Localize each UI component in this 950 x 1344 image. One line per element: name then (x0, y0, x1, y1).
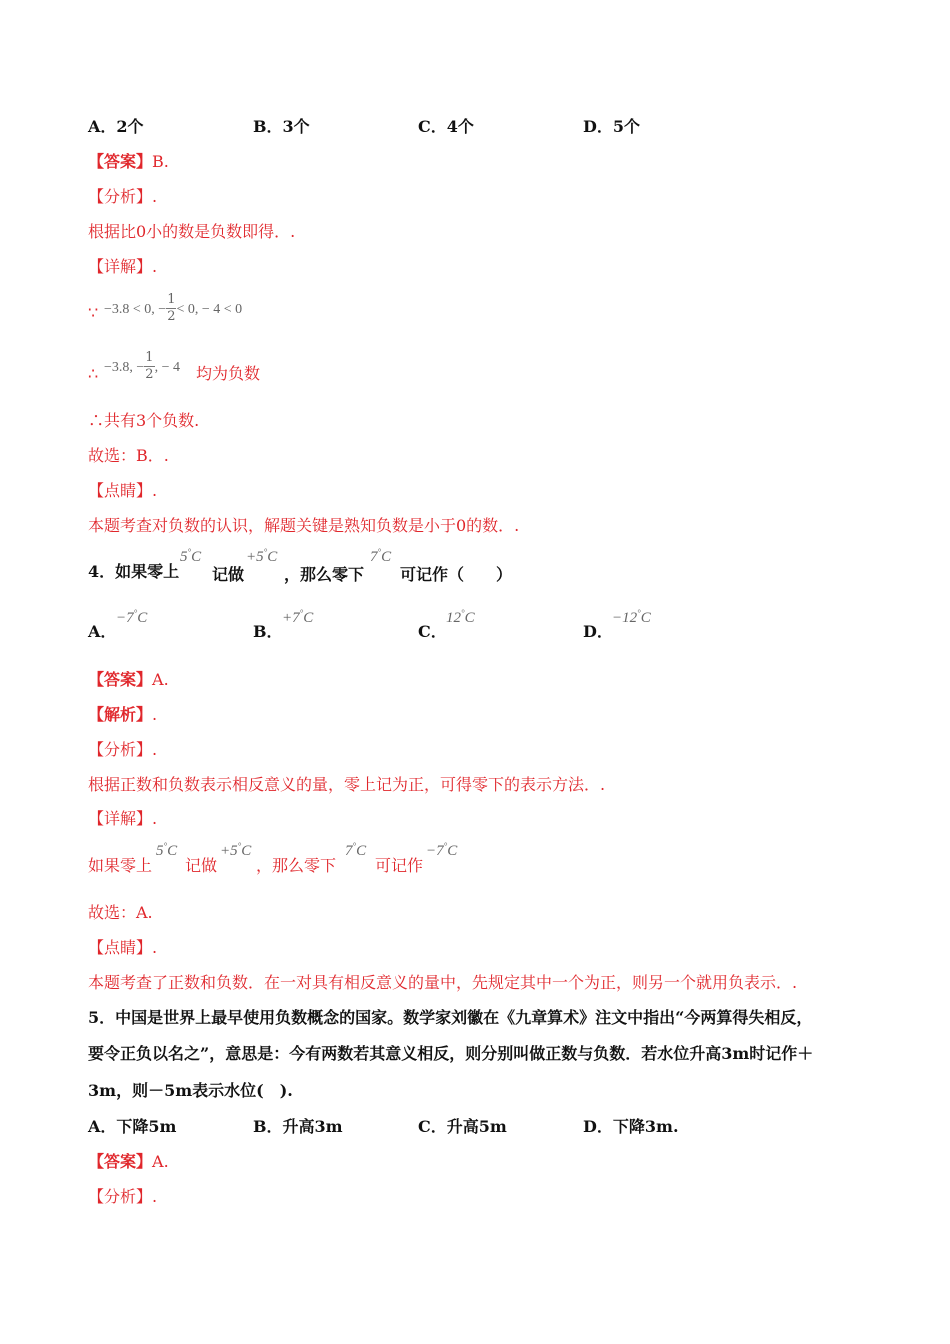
q4-detail-suffix: 可记作 (375, 856, 424, 875)
q4-detail-temp-5: 5°C (156, 841, 178, 859)
q4-comment-text: 本题考查了正数和负数．在一对具有相反意义的量中，先规定其中一个为正，则另一个就用负表示．. (88, 973, 798, 992)
q3-option-c: C．4个 (418, 117, 474, 136)
q4-option-d-math: −12°C (612, 608, 651, 626)
q3-option-d: D．5个 (583, 117, 641, 136)
q4-option-b: B． (253, 622, 283, 641)
q4-option-a-math: −7°C (116, 608, 148, 626)
because-symbol: ∵ (88, 303, 99, 322)
q4-solution-tag: 【解析】. (88, 705, 158, 724)
therefore-math: −3.8, − $\frac{1}{2}$ , − 4 (104, 350, 180, 382)
q3-comment-tag: 【点睛】. (88, 481, 158, 500)
q4-detail-prefix: 如果零上 (88, 856, 153, 875)
q4-detail-mid1: 记做 (185, 856, 218, 875)
q4-option-c-math: 12°C (446, 608, 475, 626)
q5-stem-line2: 要令正负以名之”，意思是：今有两数若其意义相反，则分别叫做正数与负数．若水位升高3m时记作＋ (88, 1044, 814, 1063)
q4-stem-suffix: 可记作（ ） (400, 565, 513, 584)
q3-option-a: A．2个 (88, 117, 144, 136)
q4-detail-result: −7°C (426, 841, 458, 859)
q3-analysis-tag: 【分析】. (88, 187, 158, 206)
q5-option-d: D．下降3m. (583, 1117, 679, 1136)
q3-comment-text: 本题考查对负数的认识，解题关键是熟知负数是小于0的数．. (88, 516, 520, 535)
q3-detail-tag: 【详解】. (88, 257, 158, 276)
q5-option-a: A．下降5m (88, 1117, 177, 1136)
because-math: −3.8 < 0, − $\frac{1}{2}$ < 0, − 4 < 0 (104, 292, 243, 324)
q5-answer: 【答案】A. (88, 1152, 169, 1171)
q5-option-b: B．升高3m (253, 1117, 343, 1136)
q4-detail-tag: 【详解】. (88, 809, 158, 828)
q4-option-a: A． (88, 622, 117, 641)
q4-detail-mid2: ，那么零下 (256, 856, 337, 875)
q3-option-b: B．3个 (253, 117, 310, 136)
q4-detail-temp-plus5: +5°C (220, 841, 252, 859)
q4-option-d: D． (583, 622, 613, 641)
q4-comment-tag: 【点睛】. (88, 938, 158, 957)
q4-stem-temp-7: 7°C (370, 547, 392, 565)
therefore-text: 均为负数 (196, 364, 261, 383)
q4-option-b-math: +7°C (282, 608, 314, 626)
q3-analysis-text: 根据比0小的数是负数即得．. (88, 222, 296, 241)
q4-stem-temp-plus5: +5°C (246, 547, 278, 565)
q5-analysis: 【分析】. (88, 1187, 158, 1206)
q4-choice-text: 故选：A. (88, 903, 153, 922)
q3-count-text: ∴共有3个负数. (88, 411, 200, 430)
q5-option-c: C．升高5m (418, 1117, 507, 1136)
q4-stem-temp-5: 5°C (180, 547, 202, 565)
q4-analysis-tag: 【分析】. (88, 740, 158, 759)
q5-stem-line3: 3m，则－5m表示水位( ). (88, 1081, 293, 1100)
q4-detail-temp-7: 7°C (345, 841, 367, 859)
therefore-symbol: ∴ (88, 364, 99, 383)
q3-answer: 【答案】B. (88, 152, 169, 171)
q3-choice-text: 故选：B．. (88, 446, 169, 465)
q4-stem-mid1: 记做 (212, 565, 245, 584)
q4-analysis-text: 根据正数和负数表示相反意义的量，零上记为正，可得零下的表示方法．. (88, 775, 606, 794)
q5-stem-line1: 5．中国是世界上最早使用负数概念的国家。数学家刘徽在《九章算术》注文中指出“今两算得失相反， (88, 1008, 813, 1027)
q4-stem-mid2: ，那么零下 (284, 565, 365, 584)
q4-answer: 【答案】A. (88, 670, 169, 689)
q4-option-c: C． (418, 622, 447, 641)
q4-stem: 4．如果零上 (88, 562, 180, 581)
